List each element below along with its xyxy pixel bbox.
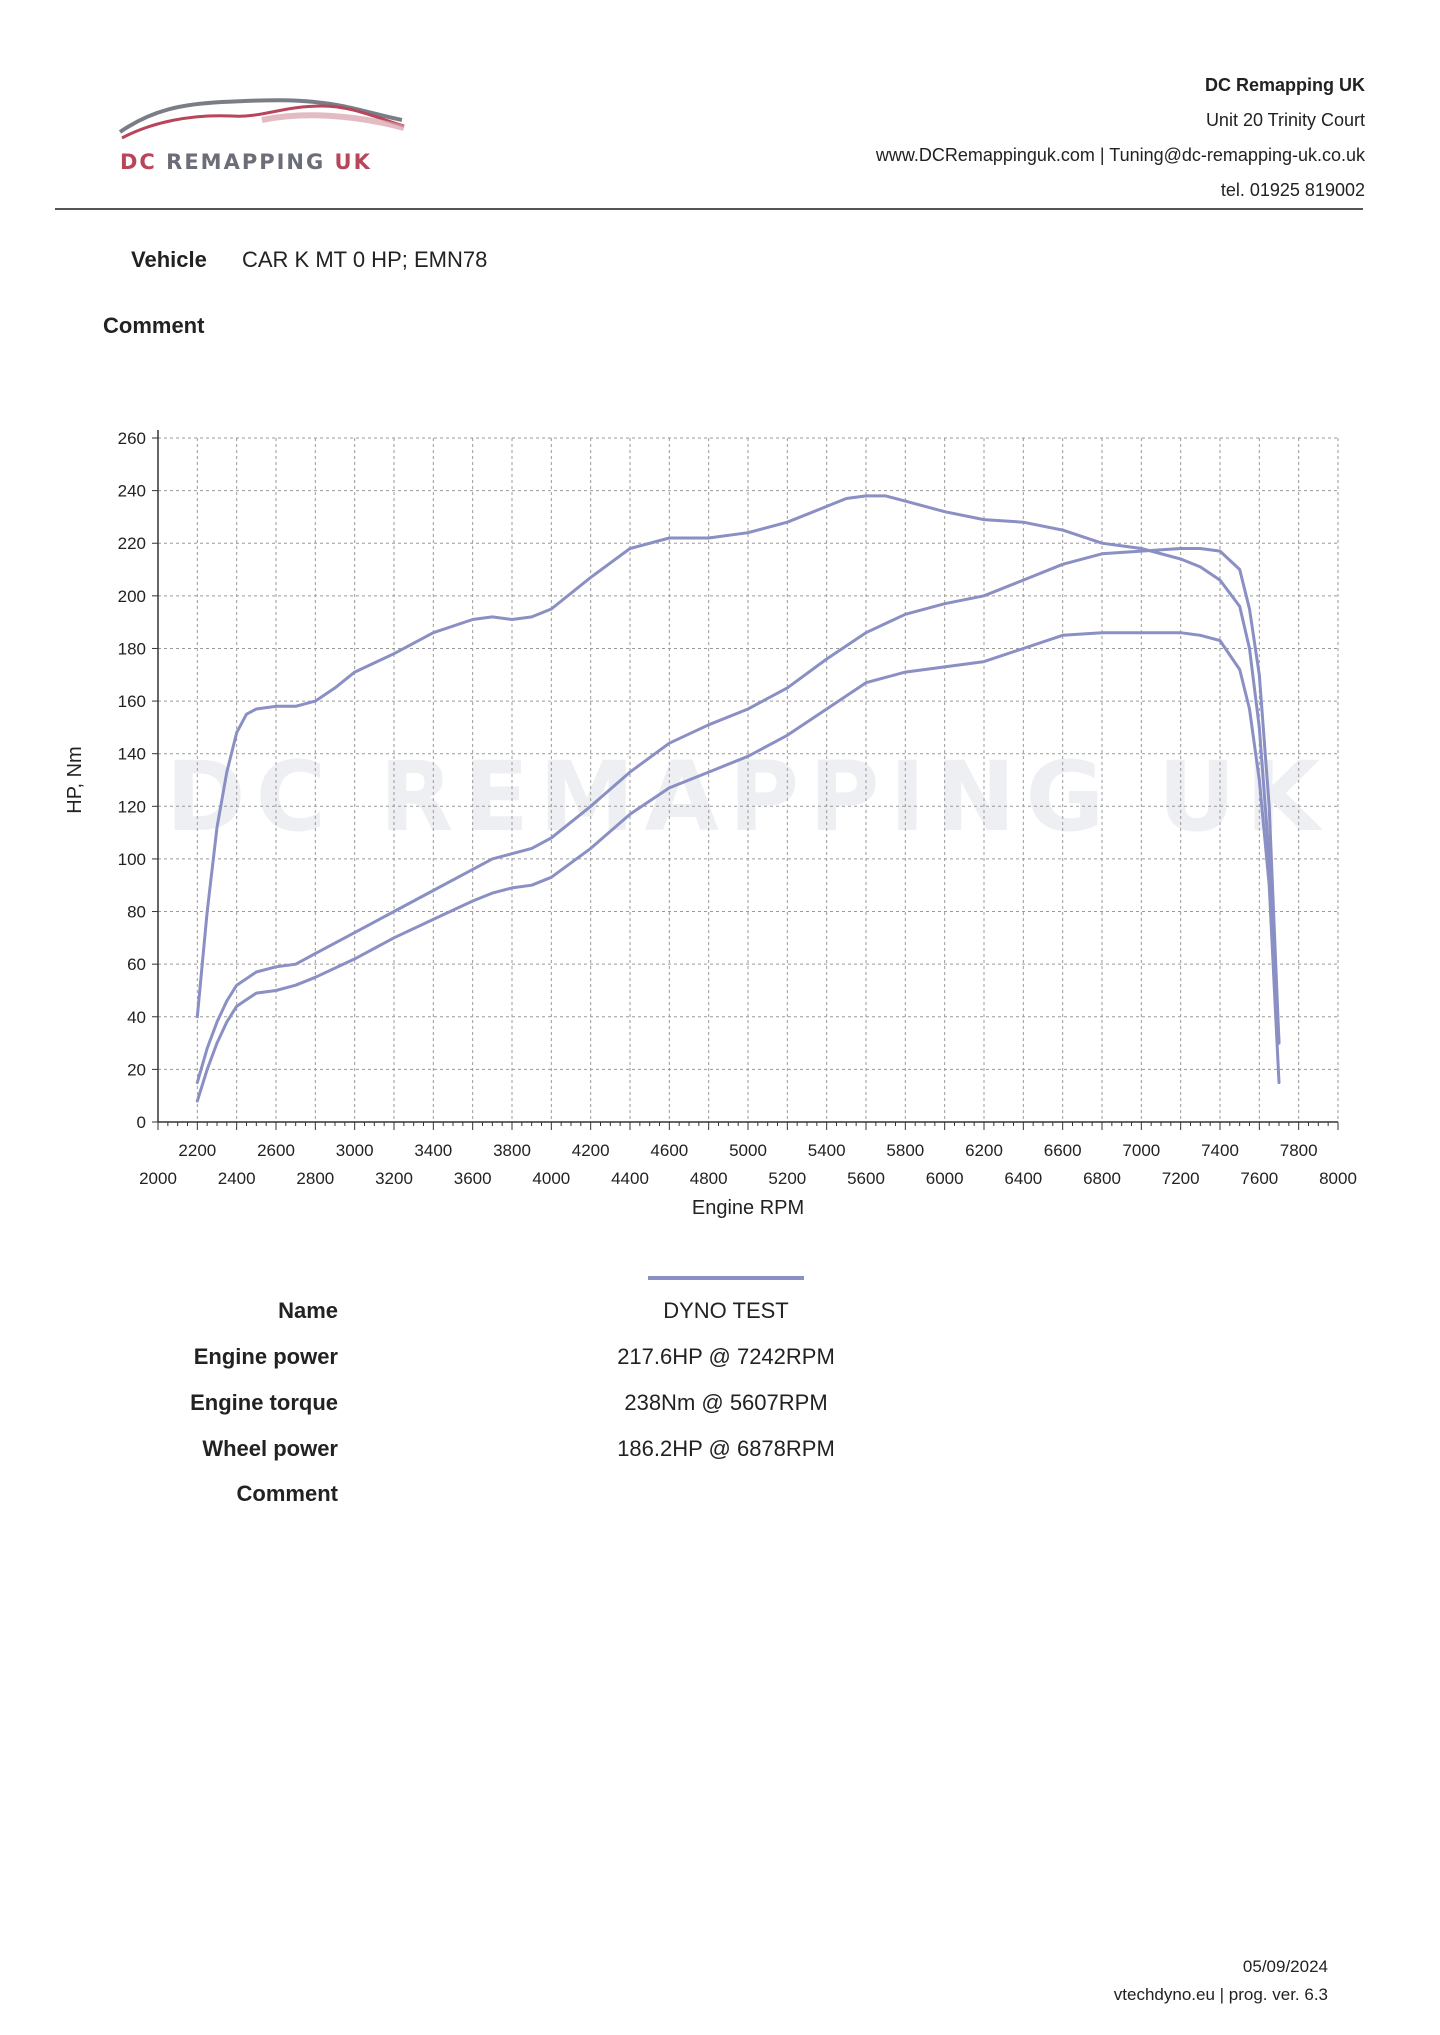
y-tick-label: 40	[127, 1007, 146, 1027]
x-tick-label-lower: 4000	[532, 1169, 571, 1188]
vehicle-value: CAR K MT 0 HP; EMN78	[242, 247, 488, 272]
x-tick-label-lower: 3200	[375, 1169, 413, 1188]
y-tick-label: 180	[117, 639, 146, 659]
x-tick-label-lower: 8000	[1319, 1169, 1357, 1188]
engine-torque-label: Engine torque	[190, 1390, 338, 1415]
x-tick-label-lower: 2800	[296, 1169, 335, 1188]
x-tick-label-upper: 4200	[571, 1141, 610, 1160]
engine-power-value: 217.6HP @ 7242RPM	[617, 1344, 835, 1369]
y-tick-label: 220	[117, 534, 146, 554]
engine-power-label: Engine power	[193, 1344, 338, 1369]
y-tick-label: 240	[117, 481, 146, 501]
x-tick-label-lower: 6400	[1004, 1169, 1043, 1188]
x-tick-label-lower: 7200	[1161, 1169, 1200, 1188]
dyno-chart-svg	[55, 410, 1385, 1240]
company-name: DC Remapping UK	[1204, 75, 1365, 95]
y-tick-label: 120	[117, 797, 146, 817]
dyno-chart	[55, 410, 1385, 1240]
x-tick-label-lower: 6000	[925, 1169, 964, 1188]
car-silhouette-icon	[112, 92, 412, 152]
y-tick-label: 60	[127, 955, 146, 975]
legend-series-line	[648, 1276, 804, 1280]
engine-torque-value: 238Nm @ 5607RPM	[624, 1390, 828, 1415]
x-tick-label-upper: 5000	[729, 1141, 767, 1160]
x-tick-label-upper: 2200	[178, 1141, 217, 1160]
wheel-power-label: Wheel power	[202, 1436, 338, 1461]
x-tick-label-lower: 5200	[768, 1169, 807, 1188]
y-tick-label: 260	[117, 429, 146, 448]
x-tick-label-upper: 3000	[335, 1141, 374, 1160]
report-date: 05/09/2024	[1242, 1957, 1328, 1976]
footer	[1114, 1953, 1328, 2009]
x-tick-label-upper: 3400	[414, 1141, 453, 1160]
x-tick-label-lower: 3600	[453, 1169, 492, 1188]
y-axis-label: HP, Nm	[64, 746, 86, 814]
x-tick-label-lower: 2400	[217, 1169, 256, 1188]
logo-text-uk: UK	[334, 150, 372, 174]
y-tick-label: 160	[117, 692, 146, 712]
y-tick-label: 0	[136, 1113, 146, 1132]
x-tick-label-upper: 5400	[807, 1141, 846, 1160]
x-tick-label-upper: 4600	[650, 1141, 689, 1160]
x-tick-label-lower: 6800	[1083, 1169, 1121, 1188]
y-tick-label: 20	[127, 1060, 146, 1080]
company-logo	[112, 92, 412, 182]
x-axis-label: Engine RPM	[691, 1197, 805, 1219]
series-line-3	[197, 633, 1279, 1101]
x-tick-label-upper: 3800	[493, 1141, 531, 1160]
x-tick-label-upper: 5800	[886, 1141, 925, 1160]
x-tick-label-lower: 5600	[847, 1169, 885, 1188]
x-tick-label-upper: 7000	[1122, 1141, 1161, 1160]
results-comment-label: Comment	[236, 1481, 338, 1506]
y-tick-label: 80	[127, 902, 146, 922]
x-tick-label-upper: 6200	[965, 1141, 1003, 1160]
y-tick-label: 200	[117, 586, 146, 606]
x-tick-label-upper: 2600	[257, 1141, 295, 1160]
header-divider	[55, 208, 1363, 210]
wheel-power-value: 186.2HP @ 6878RPM	[617, 1436, 835, 1461]
x-tick-label-upper: 7800	[1279, 1141, 1318, 1160]
name-label: Name	[278, 1298, 338, 1323]
x-tick-label-upper: 6600	[1043, 1141, 1082, 1160]
vehicle-label: Vehicle	[131, 247, 207, 272]
x-tick-label-lower: 4800	[689, 1169, 728, 1188]
company-contact: www.DCRemappinguk.com | Tuning@dc-remapping-uk.co.uk	[875, 145, 1365, 165]
comment-label: Comment	[103, 313, 205, 338]
logo-text-remapping: REMAPPING	[166, 150, 326, 174]
chart-watermark: DC REMAPPING UK	[165, 741, 1331, 853]
logo-text-dc: DC	[120, 150, 157, 174]
x-tick-label-lower: 4400	[611, 1169, 649, 1188]
name-value: DYNO TEST	[663, 1298, 789, 1323]
y-tick-label: 140	[117, 744, 146, 764]
program-version: vtechdyno.eu | prog. ver. 6.3	[1113, 1985, 1328, 2004]
x-tick-label-lower: 2000	[139, 1169, 177, 1188]
y-tick-label: 100	[117, 849, 146, 869]
x-tick-label-lower: 7600	[1240, 1169, 1279, 1188]
company-address: Unit 20 Trinity Court	[1205, 110, 1365, 130]
x-tick-label-upper: 7400	[1201, 1141, 1239, 1160]
company-info	[876, 68, 1365, 208]
company-phone: tel. 01925 819002	[1220, 180, 1365, 200]
